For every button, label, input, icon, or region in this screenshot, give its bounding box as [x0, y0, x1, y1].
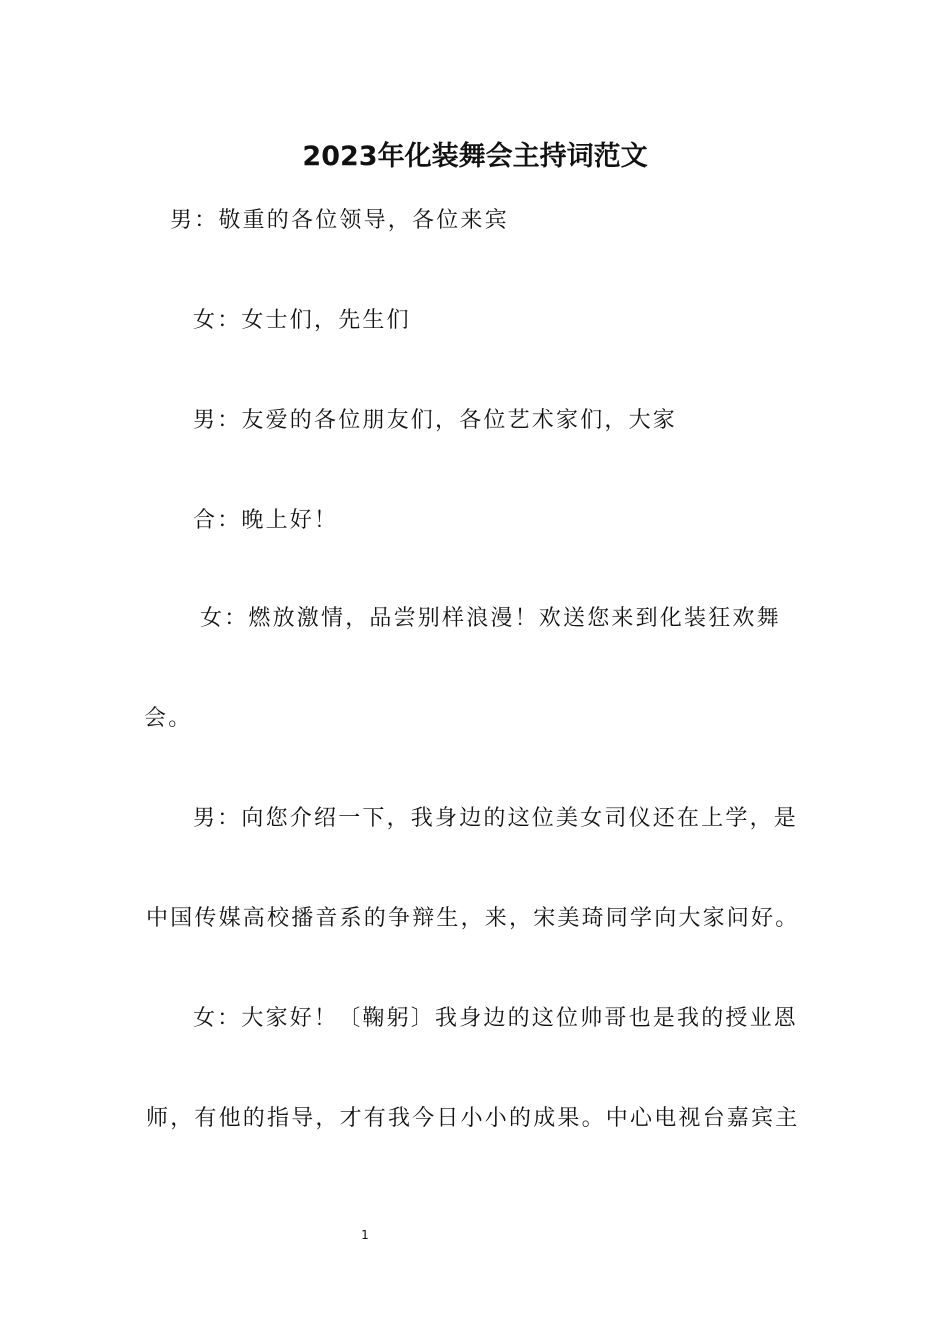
- paragraph-line: 合：晚上好！: [193, 508, 339, 533]
- paragraph-line: 师，有他的指导，才有我今日小小的成果。中心电视台嘉宾主: [146, 1106, 800, 1131]
- page-number: 1: [361, 1228, 369, 1242]
- paragraph-line: 女：女士们，先生们: [193, 308, 411, 333]
- paragraph-line: 中国传媒高校播音系的争辩生，来，宋美琦同学向大家问好。: [146, 906, 800, 931]
- paragraph-line: 男：敬重的各位领导，各位来宾: [170, 208, 509, 233]
- paragraph-line: 女：燃放激情，品尝别样浪漫！欢送您来到化装狂欢舞: [200, 606, 781, 631]
- document-title: 2023年化装舞会主持词范文: [302, 141, 648, 172]
- paragraph-line: 男：向您介绍一下，我身边的这位美女司仪还在上学，是: [193, 806, 799, 831]
- paragraph-line: 女：大家好！〔鞠躬〕我身边的这位帅哥也是我的授业恩: [193, 1006, 799, 1031]
- paragraph-line: 男：友爱的各位朋友们，各位艺术家们，大家: [193, 408, 678, 433]
- paragraph-line: 会。: [144, 706, 193, 731]
